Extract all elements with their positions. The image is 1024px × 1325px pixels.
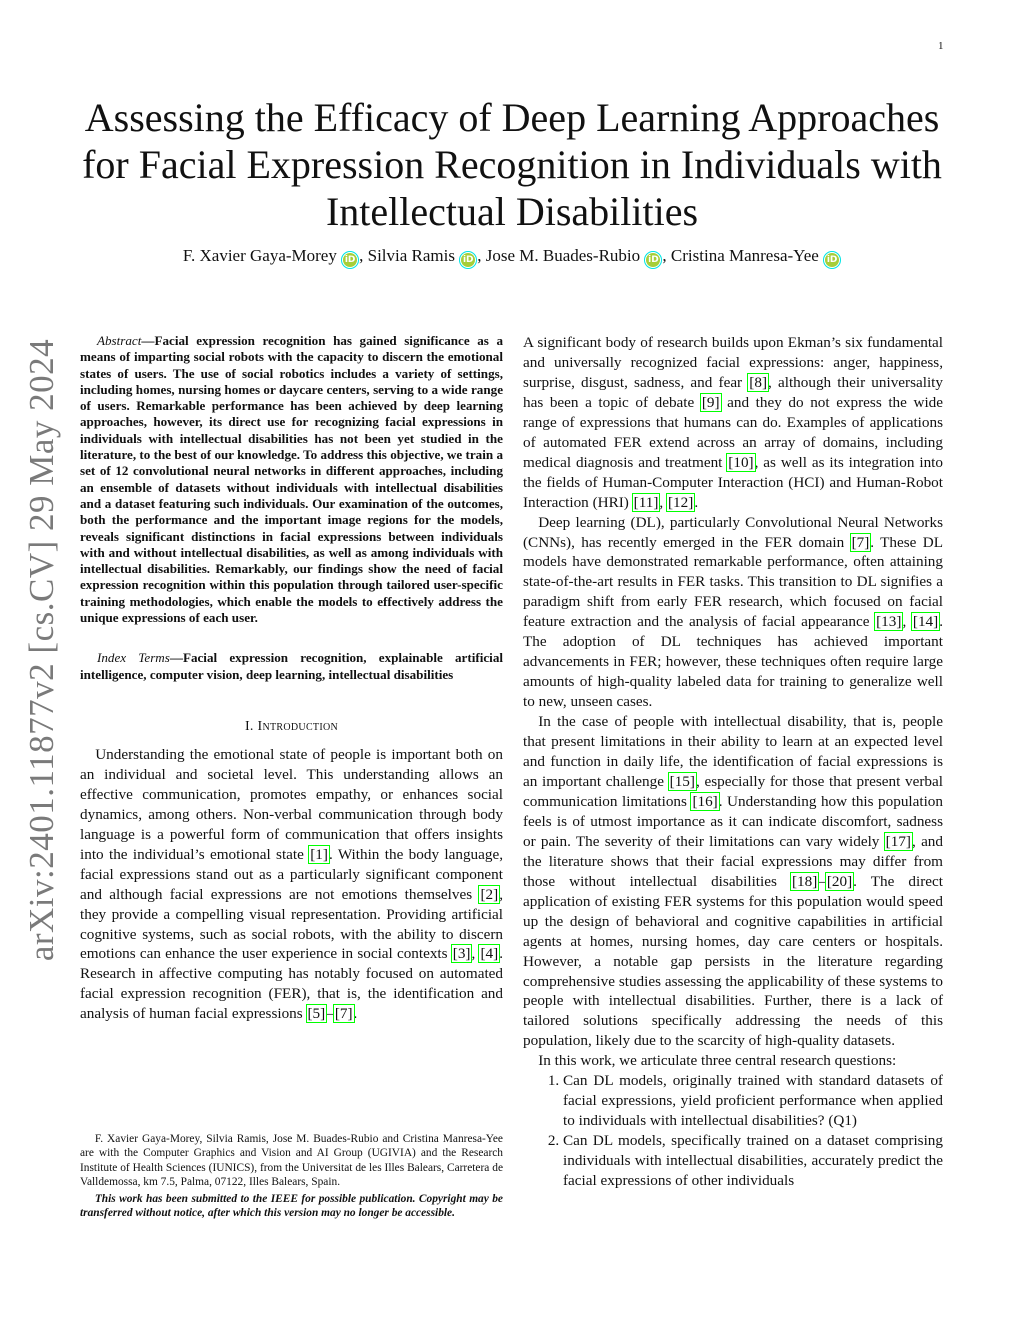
citation-link[interactable]: [16] xyxy=(692,792,718,810)
index-terms-text: —Facial expression recognition, explainable artificial intelligence, computer vision, deep learning, intellectual disabilities xyxy=(80,650,503,682)
text-run: , although their universality has been a topic of debate xyxy=(523,373,943,411)
orcid-icon[interactable]: iD xyxy=(648,255,659,265)
author-name: Silvia Ramis xyxy=(367,246,460,265)
index-terms-label: Index Terms xyxy=(97,650,170,666)
author-list xyxy=(80,246,944,267)
text-run: , as well as its integration into the fields of Human-Computer Interaction (HCI) and Human-Robot Interaction (HRI) xyxy=(523,453,943,511)
citation-link[interactable]: [13] xyxy=(876,613,902,631)
author-name: Cristina Manresa-Yee xyxy=(670,246,824,265)
orcid-icon[interactable]: iD xyxy=(462,255,474,265)
intro-paragraph xyxy=(80,745,503,1024)
citation-link[interactable]: [11] xyxy=(633,493,659,511)
citation-link[interactable]: [2] xyxy=(480,885,499,903)
research-question: 2. Can DL models, specifically trained on a dataset comprising individuals with intellectual disabilities, accurately predict the facial expressions of other individuals xyxy=(563,1131,943,1191)
citation-link[interactable]: [20] xyxy=(826,872,853,890)
ieee-notice: This work has been submitted to the IEEE for possible publication. Copyright may be transferred without notice, after which this version may no longer be accessible. xyxy=(80,1193,503,1220)
citation-link[interactable]: [17] xyxy=(885,832,911,850)
text-run: . Understanding how this population feels is of utmost importance as it can indicate discomfort, sadness or pain. The severity of their limitations can vary widely xyxy=(523,792,943,850)
body-paragraph xyxy=(523,1051,943,1071)
index-terms xyxy=(80,650,503,683)
text-run: A significant body of research builds upon Ekman’s six fundamental and universally recognized facial expressions: anger, happiness, surprise, disgust, sadness, and fear xyxy=(523,334,943,391)
text-run: . xyxy=(694,493,699,511)
right-column xyxy=(523,333,943,1191)
text-run: , they provide a compelling visual representation. Providing artificial cognitive systems, such as social robots, with the ability to discern emotions can enhance the user experience in social contexts xyxy=(80,885,503,963)
abstract-text: —Facial expression recognition has gained significance as a means of imparting social robots with the capacity to discern the emotional states of users. The use of social robotics includes a variety of settings, including homes, nursing homes or daycare centers, serving to a wide range of users. Remarkable performance has been achieved by deep learning approaches, however, its direct use for recognizing facial expressions in individuals with intellectual disabilities has not been yet studied in the literature, to the best of our knowledge. To address this objective, we train a set of 12 convolutional neural networks in different approaches, including an ensemble of datasets without individuals with intellectual disabilities and a dataset featuring such individuals. Our examination of the outcomes, both the performance and the important image regions for the models, reveals significant distinctions in facial expressions between individuals with and without intellectual disabilities, as well as among individuals with intellectual disabilities. Remarkably, our findings show the need of facial expression recognition within this population through tailored user-specific training methodologies, which enable the models to effectively address the unique expressions of each user. xyxy=(80,333,503,626)
citation-link[interactable]: [12] xyxy=(668,493,694,511)
orcid-icon[interactable]: iD xyxy=(344,255,356,265)
citation-link[interactable]: [10] xyxy=(728,453,754,471)
body-paragraph xyxy=(523,712,943,1051)
citation-link[interactable]: [15] xyxy=(669,772,695,790)
citation-link[interactable]: [7] xyxy=(851,533,870,551)
text-run: – xyxy=(326,1005,334,1023)
citation-link[interactable]: [9] xyxy=(701,393,720,411)
citation-link[interactable]: [5] xyxy=(307,1005,326,1023)
text-run: . The direct application of existing FER systems for this population would speed up the design of behavioral and cognitive capabilities in artificial agents at homes, nursing homes, day care centers or hospitals. However, a notable gap persists in the literature regarding comprehensive studies assessing the applicability of these systems to people with intellectual disabilities. Further, there is a lack of tailored solutions specifically addressing the needs of this population, likely due to the scarcity of high-quality datasets. xyxy=(523,872,943,1050)
citation-link[interactable]: [4] xyxy=(480,945,499,963)
research-question: 1. Can DL models, originally trained with standard datasets of facial expressions, yield proficient performance when applied to individuals with intellectual disabilities? (Q1) xyxy=(563,1071,943,1131)
citation-link[interactable]: [7] xyxy=(334,1005,353,1023)
right-paragraphs xyxy=(523,333,943,1071)
citation-link[interactable]: [1] xyxy=(310,845,328,863)
text-run: and they do not express the wide range of expressions that humans can do. Examples of applications of automated FER extend across an array of domains, including medical diagnosis and treatment xyxy=(523,393,944,471)
text-run: . These DL models have demonstrated remarkable performance, often attaining state-of-the-art results in FER tasks. This transition to DL signifies a paradigm shift from early FER research, which focused on facial feature extraction and the analysis of facial appearance xyxy=(523,533,943,631)
section-number: I. xyxy=(244,718,258,734)
paper-title: Assessing the Efficacy of Deep Learning Approaches for Facial Expression Recognition in Individuals with Intellectual Disabilities xyxy=(82,95,942,234)
author-name: Jose M. Buades-Rubio xyxy=(485,246,645,265)
text-run: . xyxy=(353,1005,358,1023)
text-run: , especially for those that present verbal communication limitations xyxy=(523,772,943,810)
citation-link[interactable]: [18] xyxy=(791,872,818,890)
citation-link[interactable]: [8] xyxy=(749,373,768,391)
abstract-label: Abstract xyxy=(97,333,142,348)
left-column xyxy=(80,333,503,1024)
text-run: . Research in affective computing has notably focused on automated facial expression recognition (FER), that is, the identification and analysis of human facial expressions xyxy=(80,945,503,1023)
orcid-icon[interactable]: iD xyxy=(826,255,838,265)
body-paragraph xyxy=(523,513,943,713)
footnote-block xyxy=(80,1132,503,1221)
author-separator: , xyxy=(477,246,486,265)
arxiv-stamp: arXiv:2401.11877v2 [cs.CV] 29 May 2024 xyxy=(22,338,61,962)
citation-link[interactable]: [3] xyxy=(452,945,471,963)
text-run: Understanding the emotional state of people is important both on an individual and societal level. This understanding allows an effective communication, promotes empathy, or enhances social dynamics, among others. Non-verbal communication through body language is a powerful form of communication that offers insights into the individual’s emotional state xyxy=(80,745,503,863)
text-run: – xyxy=(818,872,826,890)
text-run: , and the literature shows that their facial expressions may differ from those without intellectual disabilities xyxy=(523,832,943,890)
body-paragraph xyxy=(523,333,943,513)
research-questions xyxy=(523,1071,943,1191)
abstract xyxy=(80,333,503,626)
citation-link[interactable]: [14] xyxy=(912,613,939,631)
text-run: , xyxy=(659,493,667,511)
text-run: , xyxy=(902,613,912,631)
text-run: In the case of people with intellectual disability, that is, people that present limitations in their ability to learn at an expected level and function in daily life, the identification of facial expressions is an important challenge xyxy=(523,713,943,790)
text-run: In this work, we articulate three central research questions: xyxy=(538,1052,897,1070)
section-heading xyxy=(80,719,503,735)
text-run: . Within the body language, facial expressions stand out as a particularly significant component and although facial expressions are not emotions themselves xyxy=(80,845,504,903)
section-title: Introduction xyxy=(257,718,339,734)
text-run: , xyxy=(471,945,480,963)
affiliation-footnote: F. Xavier Gaya-Morey, Silvia Ramis, Jose M. Buades-Rubio and Cristina Manresa-Yee are with the Computer Graphics and Vision and AI Group (UGIVIA) and the Research Institute of Health Sciences (IUNICS), from the Universitat de les Illes Balears, Carretera de Valldemossa, km 7.5, Palma, 07122, Illes Balears, Spain. xyxy=(80,1133,503,1188)
page-number: 1 xyxy=(938,40,944,52)
author-separator: , xyxy=(662,246,671,265)
text-run: . The adoption of DL techniques has achieved important advancements in FER; however, these techniques often require large amounts of high-quality labeled data for training to generalize well to new, unseen cases. xyxy=(523,613,943,711)
author-separator: , xyxy=(359,246,368,265)
text-run: Deep learning (DL), particularly Convolutional Neural Networks (CNNs), has recently emerged in the FER domain xyxy=(523,513,943,551)
author-name: F. Xavier Gaya-Morey xyxy=(182,246,342,265)
